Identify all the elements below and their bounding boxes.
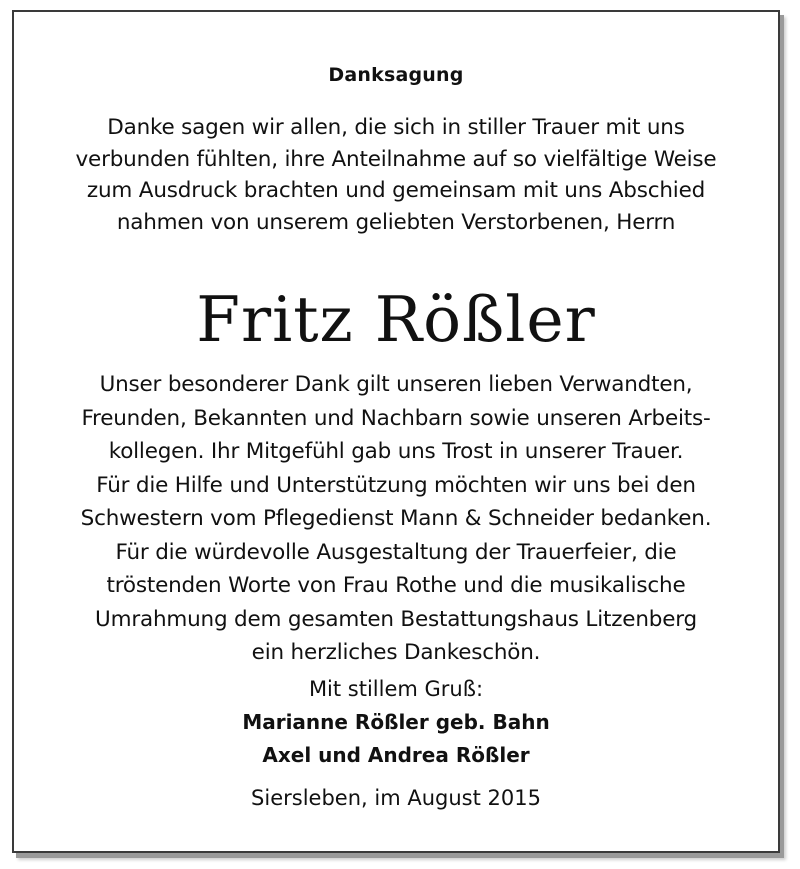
place-date: Siersleben, im August 2015	[251, 786, 541, 810]
body-line: Schwestern vom Pflegedienst Mann & Schneider bedanken.	[80, 506, 712, 531]
signer-name: Axel und Andrea Rößler	[262, 743, 530, 767]
intro-line: Danke sagen wir allen, die sich in stiller Trauer mit uns	[107, 115, 685, 140]
notice-heading: Danksagung	[328, 64, 464, 86]
greeting-text: Mit stillem Gruß:	[308, 677, 484, 701]
intro-line: verbunden fühlten, ihre Anteilnahme auf so vielfältige Weise	[75, 146, 717, 172]
intro-paragraph	[14, 112, 778, 238]
signer-name: Marianne Rößler geb. Bahn	[242, 710, 550, 734]
signature-block	[14, 673, 778, 772]
intro-line: nahmen von unserem geliebten Verstorbenen, Herrn	[116, 209, 676, 235]
body-line: Für die würdevolle Ausgestaltung der Trauerfeier, die	[115, 539, 677, 565]
intro-line: zum Ausdruck brachten und gemeinsam mit uns Abschied	[86, 178, 706, 203]
deceased-name: Fritz Rößler	[196, 283, 596, 356]
body-line: Freunden, Bekannten und Nachbarn sowie unseren Arbeits-	[81, 405, 711, 431]
body-line: Unser besonderer Dank gilt unseren lieben Verwandten,	[99, 372, 693, 397]
body-line: Umrahmung dem gesamten Bestattungshaus Litzenberg	[95, 606, 697, 632]
body-line: ein herzliches Dankeschön.	[251, 640, 541, 665]
thanks-paragraph	[14, 368, 778, 670]
body-line: kollegen. Ihr Mitgefühl gab uns Trost in unserer Trauer.	[108, 439, 684, 464]
notice-frame	[12, 10, 780, 853]
body-line: tröstenden Worte von Frau Rothe und die musikalische	[106, 573, 686, 598]
body-line: Für die Hilfe und Unterstützung möchten wir uns bei den	[96, 472, 696, 498]
